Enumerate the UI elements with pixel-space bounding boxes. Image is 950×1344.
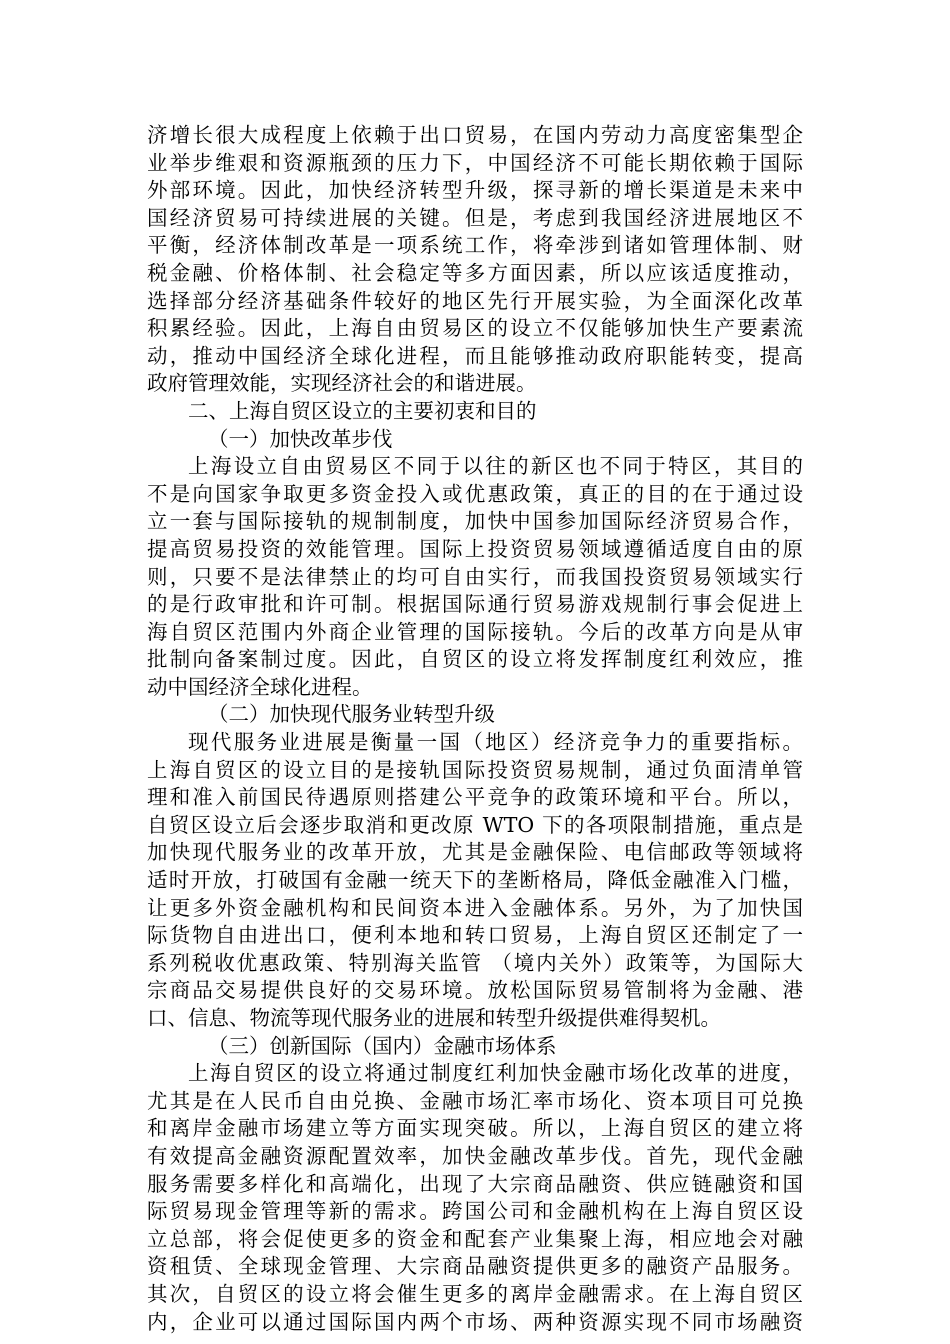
paragraph-3: [147, 729, 803, 1033]
text-line: 政府管理效能，实现经济社会的和谐进展。: [147, 371, 537, 396]
text-line: 适时开放，打破国有金融一统天下的垄断格局，降低金融准入门槛，: [147, 868, 803, 893]
text-line: 系列税收优惠政策、特别海关监管 （境内关外）政策等，为国际大: [147, 950, 803, 975]
text-line: 上海设立自由贸易区不同于以往的新区也不同于特区，其目的: [188, 454, 803, 479]
text-line: 宗商品交易提供良好的交易环境。放松国际贸易管制将为金融、港: [147, 978, 803, 1003]
text-line: 其次，自贸区的设立将会催生更多的离岸金融需求。在上海自贸区: [147, 1281, 803, 1306]
subsection-heading-1: （一）加快改革步伐: [208, 426, 393, 451]
text-line: 外部环境。因此，加快经济转型升级，探寻新的增长渠道是未来中: [147, 178, 803, 203]
text-line: 自贸区设立后会逐步取消和更改原 WTO 下的各项限制措施，重点是: [147, 812, 803, 837]
text-line: 和离岸金融市场建立等方面实现突破。所以，上海自贸区的建立将: [147, 1116, 803, 1141]
text-line: 提高贸易投资的效能管理。国际上投资贸易领域遵循适度自由的原: [147, 536, 803, 561]
text-line: 平衡，经济体制改革是一项系统工作，将牵涉到诸如管理体制、财: [147, 233, 803, 258]
text-line: 有效提高金融资源配置效率，加快金融改革步伐。首先，现代金融: [147, 1143, 803, 1168]
document-page: [147, 122, 803, 1336]
text-line: 动中国经济全球化进程。: [147, 674, 373, 699]
text-line: 口、信息、物流等现代服务业的进展和转型升级提供难得契机。: [147, 1006, 721, 1030]
text-line: 上海自贸区的设立将通过制度红利加快金融市场化改革的进度，: [188, 1061, 803, 1086]
text-line: 动，推动中国经济全球化进程，而且能够推动政府职能转变，提高: [147, 343, 803, 368]
text-line: 资租赁、全球现金管理、大宗商品融资提供更多的融资产品服务。: [147, 1254, 803, 1279]
paragraph-2: [147, 453, 803, 701]
text-line: 加快现代服务业的改革开放，尤其是金融保险、电信邮政等领域将: [147, 840, 803, 865]
text-line: 理和准入前国民待遇原则搭建公平竞争的政策环境和平台。所以，: [147, 785, 803, 810]
text-line: 内，企业可以通过国际国内两个市场、两种资源实现不同市场融资: [147, 1309, 803, 1334]
text-line: 服务需要多样化和高端化，出现了大宗商品融资、供应链融资和国: [147, 1171, 803, 1196]
section-heading: 二、上海自贸区设立的主要初衷和目的: [188, 398, 537, 423]
paragraph-1: [147, 122, 803, 398]
subsection-heading-2: （二）加快现代服务业转型升级: [208, 702, 495, 727]
subsection-heading-3: （三）创新国际（国内）金融市场体系: [208, 1033, 557, 1058]
text-line: 业举步维艰和资源瓶颈的压力下，中国经济不可能长期依赖于国际: [147, 150, 803, 175]
text-line: 现代服务业进展是衡量一国（地区）经济竞争力的重要指标。: [188, 730, 803, 755]
text-line: 立一套与国际接轨的规制制度，加快中国参加国际经济贸易合作，: [147, 509, 803, 534]
text-line: 税金融、价格体制、社会稳定等多方面因素，所以应该适度推动，: [147, 260, 803, 285]
text-line: 海自贸区范围内外商企业管理的国际接轨。今后的改革方向是从审: [147, 619, 803, 644]
text-line: 的是行政审批和许可制。根据国际通行贸易游戏规制行事会促进上: [147, 592, 803, 617]
text-line: 则，只要不是法律禁止的均可自由实行，而我国投资贸易领域实行: [147, 564, 803, 589]
text-line: 不是向国家争取更多资金投入或优惠政策，真正的目的在于通过设: [147, 481, 803, 506]
text-line: 选择部分经济基础条件较好的地区先行开展实验，为全面深化改革: [147, 288, 803, 313]
text-line: 际货物自由进出口，便利本地和转口贸易，上海自贸区还制定了一: [147, 923, 803, 948]
text-line: 让更多外资金融机构和民间资本进入金融体系。另外，为了加快国: [147, 895, 803, 920]
text-line: 国经济贸易可持续进展的关键。但是，考虑到我国经济进展地区不: [147, 205, 803, 230]
paragraph-4: [147, 1060, 803, 1336]
text-line: 际贸易现金管理等新的需求。跨国公司和金融机构在上海自贸区设: [147, 1199, 803, 1224]
text-line: 上海自贸区的设立目的是接轨国际投资贸易规制，通过负面清单管: [147, 757, 803, 782]
text-line: 尤其是在人民币自由兑换、金融市场汇率市场化、资本项目可兑换: [147, 1088, 803, 1113]
text-line: 积累经验。因此，上海自由贸易区的设立不仅能够加快生产要素流: [147, 316, 803, 341]
text-line: 济增长很大成程度上依赖于出口贸易，在国内劳动力高度密集型企: [147, 123, 803, 147]
text-line: 立总部，将会促使更多的资金和配套产业集聚上海，相应地会对融: [147, 1226, 803, 1251]
text-line: 批制向备案制过度。因此，自贸区的设立将发挥制度红利效应，推: [147, 647, 803, 672]
